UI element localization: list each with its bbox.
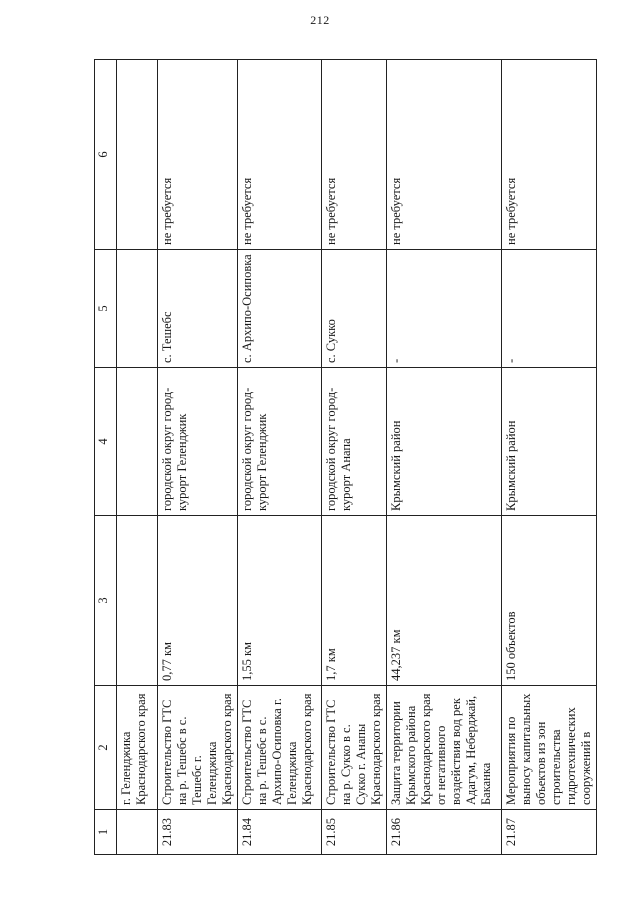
header-cell: 4 bbox=[95, 368, 117, 516]
row-number-cell: 21.84 bbox=[238, 810, 322, 855]
object-name-cell: Строительство ГТС на р. Сукко в с. Сукко г. Анапы Краснодарского края bbox=[322, 686, 387, 810]
header-cell: 6 bbox=[95, 60, 117, 250]
object-name-cell: г. Геленджика Краснодарского края bbox=[117, 686, 158, 810]
note-cell: не требуется bbox=[502, 60, 597, 250]
district-cell: городской округ город-курорт Геленджик bbox=[158, 368, 238, 516]
settlement-cell: - bbox=[502, 250, 597, 368]
table-row bbox=[322, 60, 387, 855]
district-cell bbox=[117, 368, 158, 516]
note-cell: не требуется bbox=[158, 60, 238, 250]
header-cell: 2 bbox=[95, 686, 117, 810]
table-row bbox=[158, 60, 238, 855]
district-cell: городской округ город-курорт Анапа bbox=[322, 368, 387, 516]
note-cell bbox=[117, 60, 158, 250]
length-cell: 150 объектов bbox=[502, 516, 597, 686]
object-name-cell: Строительство ГТС на р. Тешебс в с. Тешебс г. Геленджика Краснодарского края bbox=[158, 686, 238, 810]
length-cell: 0,77 км bbox=[158, 516, 238, 686]
length-cell: 1,55 км bbox=[238, 516, 322, 686]
object-name-cell: Защита территории Крымского района Краснодарского края от негативного воздействия вод рек Адагум, Неберджай, Баканка bbox=[387, 686, 502, 810]
page-number: 212 bbox=[310, 13, 330, 27]
rotated-table-container bbox=[94, 60, 593, 855]
table-row-continuation bbox=[117, 60, 158, 855]
table-row bbox=[502, 60, 597, 855]
settlement-cell: с. Сукко bbox=[322, 250, 387, 368]
header-cell: 1 bbox=[95, 810, 117, 855]
table-row bbox=[387, 60, 502, 855]
object-name-cell: Строительство ГТС на р. Тешебс в с. Архипо-Осиповка г. Геленджика Краснодарского края bbox=[238, 686, 322, 810]
data-table bbox=[94, 59, 597, 855]
length-cell: 44,237 км bbox=[387, 516, 502, 686]
note-cell: не требуется bbox=[322, 60, 387, 250]
row-number-cell: 21.83 bbox=[158, 810, 238, 855]
settlement-cell: - bbox=[387, 250, 502, 368]
note-cell: не требуется bbox=[238, 60, 322, 250]
length-cell bbox=[117, 516, 158, 686]
district-cell: Крымский район bbox=[387, 368, 502, 516]
district-cell: Крымский район bbox=[502, 368, 597, 516]
district-cell: городской округ город-курорт Геленджик bbox=[238, 368, 322, 516]
length-cell: 1,7 км bbox=[322, 516, 387, 686]
table-row bbox=[238, 60, 322, 855]
header-cell: 3 bbox=[95, 516, 117, 686]
settlement-cell bbox=[117, 250, 158, 368]
row-number-cell bbox=[117, 810, 158, 855]
row-number-cell: 21.85 bbox=[322, 810, 387, 855]
object-name-cell: Мероприятия по выносу капитальных объектов из зон строительства гидротехнических сооружений в bbox=[502, 686, 597, 810]
note-cell: не требуется bbox=[387, 60, 502, 250]
row-number-cell: 21.87 bbox=[502, 810, 597, 855]
settlement-cell: с. Архипо-Осиповка bbox=[238, 250, 322, 368]
header-row bbox=[95, 60, 117, 855]
settlement-cell: с. Тешебс bbox=[158, 250, 238, 368]
row-number-cell: 21.86 bbox=[387, 810, 502, 855]
header-cell: 5 bbox=[95, 250, 117, 368]
